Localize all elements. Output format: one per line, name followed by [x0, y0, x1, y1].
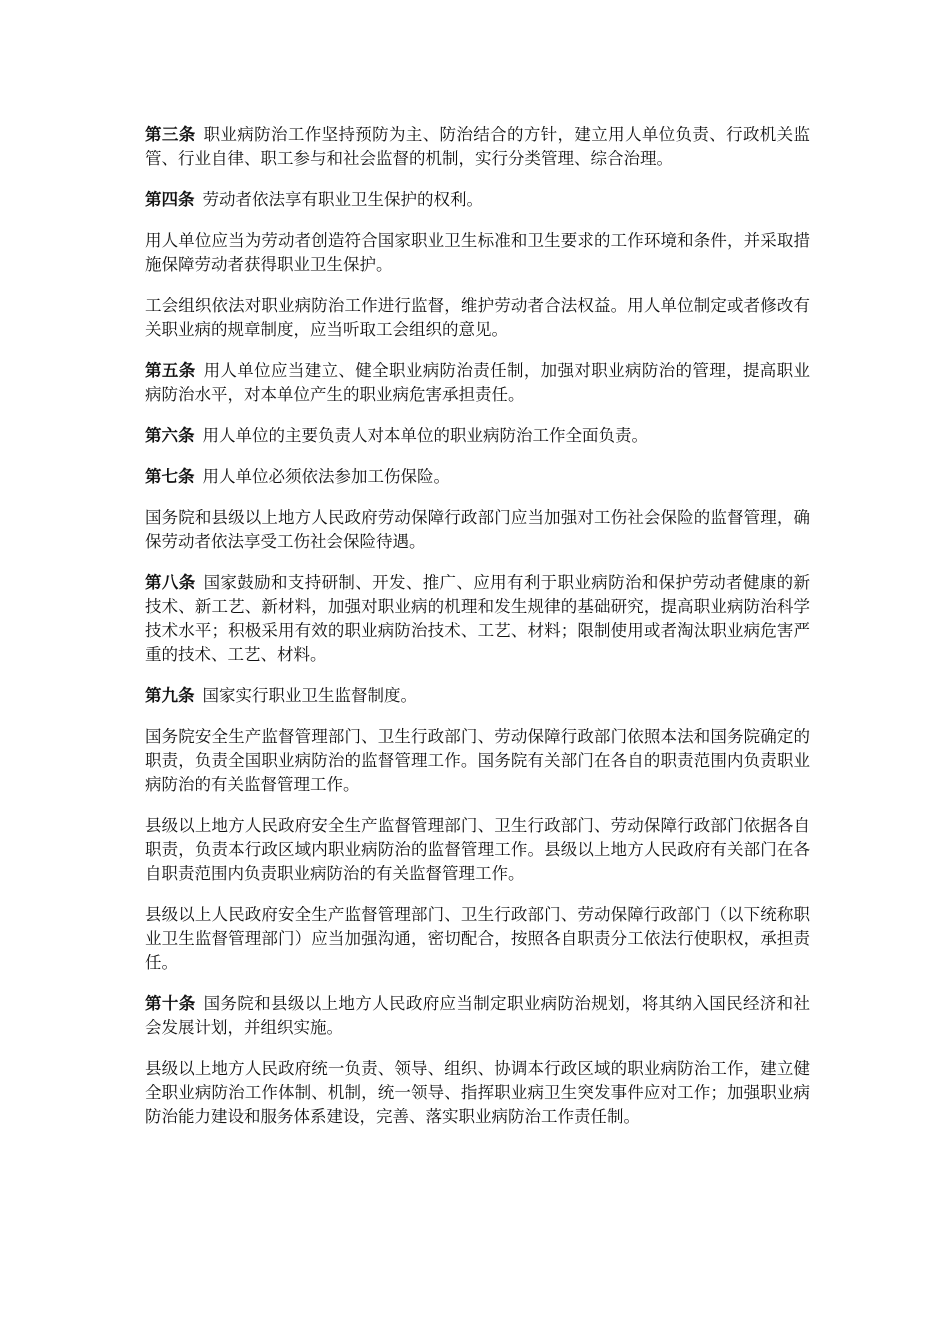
paragraph-article-6	[145, 424, 810, 448]
paragraph-text: 县级以上地方人民政府安全生产监督管理部门、卫生行政部门、劳动保障行政部门依据各自职责，负责本行政区域内职业病防治的监督管理工作。县级以上地方人民政府有关部门在各自职责范围内负责职业病防治的有关监督管理工作。	[145, 816, 810, 883]
paragraph-text: 用人单位必须依法参加工伤保险。	[202, 467, 450, 486]
paragraph-article-4-clause-3	[145, 294, 810, 342]
paragraph-article-3	[145, 123, 810, 171]
paragraph-text: 县级以上地方人民政府统一负责、领导、组织、协调本行政区域的职业病防治工作，建立健全职业病防治工作体制、机制，统一领导、指挥职业病卫生突发事件应对工作；加强职业病防治能力建设和服务体系建设，完善、落实职业病防治工作责任制。	[145, 1059, 810, 1126]
paragraph-article-10	[145, 992, 810, 1040]
paragraph-text: 国务院和县级以上地方人民政府劳动保障行政部门应当加强对工伤社会保险的监督管理，确保劳动者依法享受工伤社会保险待遇。	[145, 508, 810, 551]
article-number: 第十条	[145, 994, 196, 1013]
paragraph-article-7	[145, 465, 810, 489]
paragraph-article-7-clause-2	[145, 506, 810, 554]
paragraph-text: 用人单位应当建立、健全职业病防治责任制，加强对职业病防治的管理，提高职业病防治水平，对本单位产生的职业病危害承担责任。	[145, 361, 811, 404]
paragraph-article-9-clause-4	[145, 903, 810, 975]
paragraph-article-9	[145, 684, 810, 708]
paragraph-article-10-clause-2	[145, 1057, 810, 1129]
paragraph-text: 用人单位的主要负责人对本单位的职业病防治工作全面负责。	[202, 426, 648, 445]
article-number: 第六条	[145, 426, 195, 445]
document-page	[145, 123, 810, 1146]
paragraph-text: 劳动者依法享有职业卫生保护的权利。	[202, 190, 483, 209]
article-number: 第三条	[145, 125, 196, 144]
paragraph-text: 职业病防治工作坚持预防为主、防治结合的方针，建立用人单位负责、行政机关监管、行业自律、职工参与和社会监督的机制，实行分类管理、综合治理。	[145, 125, 811, 168]
paragraph-article-5	[145, 359, 810, 407]
paragraph-text: 国务院和县级以上地方人民政府应当制定职业病防治规划，将其纳入国民经济和社会发展计划，并组织实施。	[145, 994, 811, 1037]
paragraph-article-9-clause-3	[145, 814, 810, 886]
article-number: 第八条	[145, 573, 196, 592]
paragraph-article-8	[145, 571, 810, 667]
paragraph-text: 工会组织依法对职业病防治工作进行监督，维护劳动者合法权益。用人单位制定或者修改有关职业病的规章制度，应当听取工会组织的意见。	[145, 296, 810, 339]
paragraph-text: 用人单位应当为劳动者创造符合国家职业卫生标准和卫生要求的工作环境和条件，并采取措施保障劳动者获得职业卫生保护。	[145, 231, 810, 274]
article-number: 第五条	[145, 361, 196, 380]
article-number: 第四条	[145, 190, 195, 209]
paragraph-text: 国家鼓励和支持研制、开发、推广、应用有利于职业病防治和保护劳动者健康的新技术、新工艺、新材料，加强对职业病的机理和发生规律的基础研究，提高职业病防治科学技术水平；积极采用有效的职业病防治技术、工艺、材料；限制使用或者淘汰职业病危害严重的技术、工艺、材料。	[145, 573, 811, 664]
paragraph-article-9-clause-2	[145, 725, 810, 797]
paragraph-article-4-clause-2	[145, 229, 810, 277]
paragraph-article-4	[145, 188, 810, 212]
article-number: 第七条	[145, 467, 195, 486]
paragraph-text: 县级以上人民政府安全生产监督管理部门、卫生行政部门、劳动保障行政部门（以下统称职业卫生监督管理部门）应当加强沟通，密切配合，按照各自职责分工依法行使职权，承担责任。	[145, 905, 810, 972]
article-number: 第九条	[145, 686, 195, 705]
paragraph-text: 国家实行职业卫生监督制度。	[202, 686, 417, 705]
paragraph-text: 国务院安全生产监督管理部门、卫生行政部门、劳动保障行政部门依照本法和国务院确定的职责，负责全国职业病防治的监督管理工作。国务院有关部门在各自的职责范围内负责职业病防治的有关监督管理工作。	[145, 727, 810, 794]
